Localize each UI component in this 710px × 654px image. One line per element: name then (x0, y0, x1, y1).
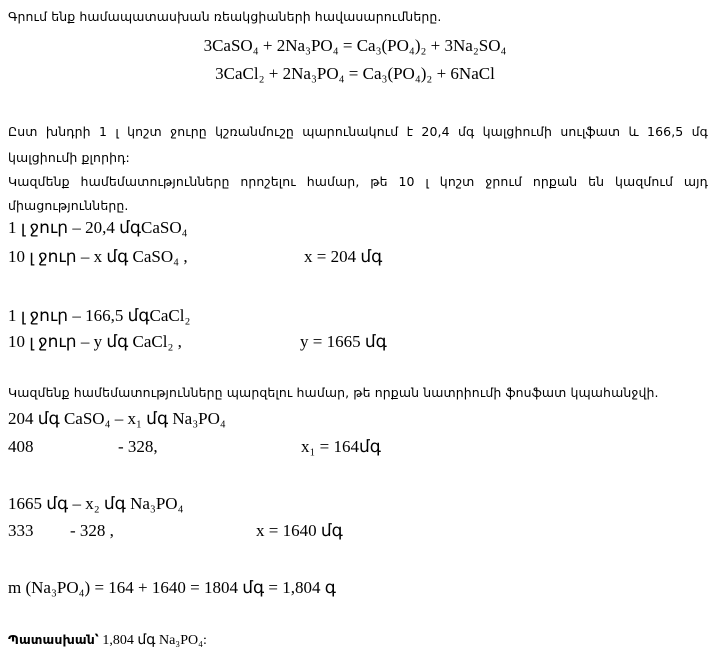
equation-cacl2: 3CaCl₂ + 2Na₃PO₄ = Ca₃(PO₄)₂ + 6NaCl (215, 64, 495, 83)
intro-text: Գրում ենք համապատասխան ռեակցիաների հավասարումները. (8, 9, 442, 24)
cacl2-proportion-line-2: 10 լ ջուր – y մգ CaCl₂ , (8, 332, 182, 351)
x2-value-b: - 328 , (70, 521, 114, 540)
caso4-result: x = 204 մգ (304, 247, 383, 266)
compose-2-text: Կազմենք համեմատությունները պարզելու համար, թե որքան նատրիումի ֆոսֆատ կպահանջվի. (8, 385, 659, 400)
x2-proportion-line: 1665 մգ – x₂ մգ Na₃PO₄ (8, 494, 184, 513)
x1-value-a: 408 (8, 437, 34, 456)
x2-result: x = 1640 մգ (256, 521, 343, 540)
x1-value-b: - 328, (118, 437, 158, 456)
caso4-proportion-line-1: 1 լ ջուր – 20,4 մգCaSO₄ (8, 218, 188, 237)
compose-1-line-2: միացությունները. (8, 198, 129, 213)
compose-1-line-1: Կազմենք համեմատությունները որոշելու համար, թե 10 լ կոշտ ջրում որքան են կազմում այդ (8, 174, 708, 189)
x1-result: x₁ = 164մգ (301, 437, 381, 456)
answer-value: 1,804 մգ Na₃PO₄: (98, 633, 207, 648)
mass-calculation: m (Na₃PO₄) = 164 + 1640 = 1804 մգ = 1,804 գ (8, 578, 336, 597)
problem-line-2: կալցիումի քլորիդ: (8, 150, 130, 165)
x1-proportion-line: 204 մգ CaSO₄ – x₁ մգ Na₃PO₄ (8, 409, 226, 428)
equation-caso4: 3CaSO₄ + 2Na₃PO₄ = Ca₃(PO₄)₂ + 3Na₂SO₄ (203, 36, 507, 55)
caso4-proportion-line-2: 10 լ ջուր – x մգ CaSO₄ , (8, 247, 188, 266)
answer-line (8, 631, 207, 649)
cacl2-result: y = 1665 մգ (300, 332, 387, 351)
cacl2-proportion-line-1: 1 լ ջուր – 166,5 մգCaCl₂ (8, 306, 191, 325)
x2-value-a: 333 (8, 521, 34, 540)
answer-label: Պատասխան՝ (8, 632, 99, 647)
problem-line-1: Ըստ խնդրի 1 լ կոշտ ջուրը կշռանմուշը պարունակում է 20,4 մգ կալցիումի սուլֆատ և 166,5 մգ (8, 124, 708, 139)
